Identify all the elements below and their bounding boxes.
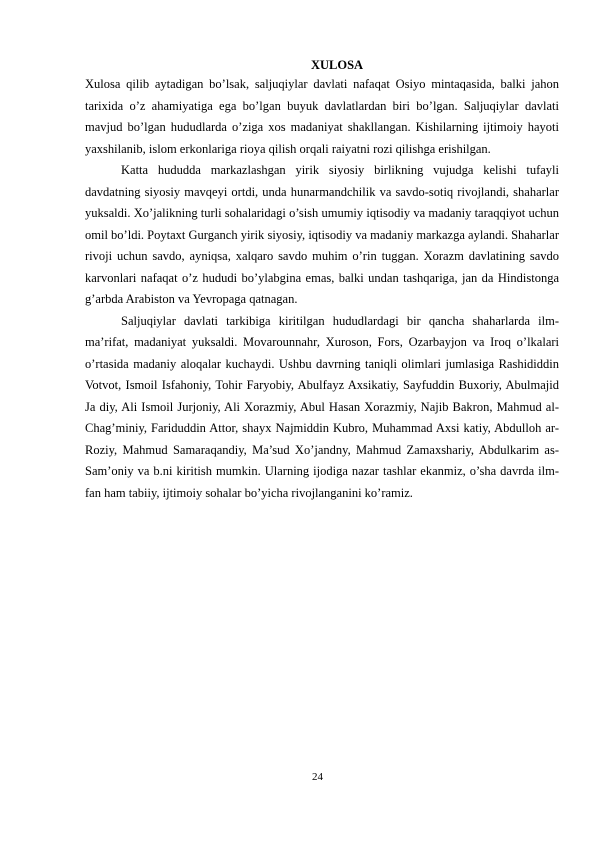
document-page [85,58,559,504]
paragraph-1: Xulosa qilib aytadigan bo’lsak, saljuqiylar davlati nafaqat Osiyo mintaqasida, balki jahon tarixida o’z ahamiyatiga ega bo’lgan buyuk davlatlardan biri bo’lgan. Saljuqiylar davlati mavjud bo’lgan hududlarda o’ziga xos madaniyat shakllangan. Kishilarning ijtimoiy hayoti yaxshilanib, islom erkonlariga rioya qilish orqali raiyatni rozi qilishga erishilgan. [85,77,559,156]
page-number: 24 [312,771,323,783]
paragraph-2: Katta hududda markazlashgan yirik siyosiy birlikning vujudga kelishi tufayli davdatning siyosiy mavqeyi ortdi, unda hunarmandchilik va savdo-sotiq rivojlandi, shaharlar yuksaldi. Xo’jalikning turli sohalaridagi o’sish umumiy iqtisodiy va madaniy taraqqiyot uchun omil bo’ldi. Poytaxt Gurganch yirik siyosiy, iqtisodiy va madaniy markazga aylandi. Shaharlar rivoji uchun savdo, ayniqsa, xalqaro savdo muhim o’rin tuggan. Xorazm davlatining savdo karvonlari nafaqat o’z hududi bo’ylabgina emas, balki undan tashqariga, jan da Hindistonga g’arbda Arabiston va Yevropaga qatnagan. [85,163,559,306]
page-title: XULOSA [310,58,364,72]
paragraph-3: Saljuqiylar davlati tarkibiga kiritilgan hududlardagi bir qancha shaharlarda ilm-ma’rifat, madaniyat yuksaldi. Movarounnahr, Xuroson, Fors, Ozarbayjon va Iroq o’lkalari o’rtasida madaniy aloqalar kuchaydi. Ushbu davrning taniqli olimlari jumlasiga Rashididdin Votvot, Ismoil Isfahoniy, Tohir Faryobiy, Abulfayz Axsikatiy, Sayfuddin Buxoriy, Abulmajid Ja diy, Ali Ismoil Jurjoniy, Ali Xorazmiy, Abul Hasan Xorazmiy, Najib Bakron, Mahmud al-Chag’miniy, Fariduddin Attor, shayx Najmiddin Kubro, Muhammad Axsi katiy, Abdulloh ar-Roziy, Mahmud Samaraqandiy, Ma’sud Xo’jandny, Mahmud Zamaxshariy, Abdulkarim as-Sam’oniy va b.ni kiritish mumkin. Ularning ijodiga nazar tashlar ekanmiz, o’sha davrda ilm-fan ham tabiiy, ijtimoiy sohalar bo’yicha rivojlanganini ko’ramiz. [85,313,559,500]
